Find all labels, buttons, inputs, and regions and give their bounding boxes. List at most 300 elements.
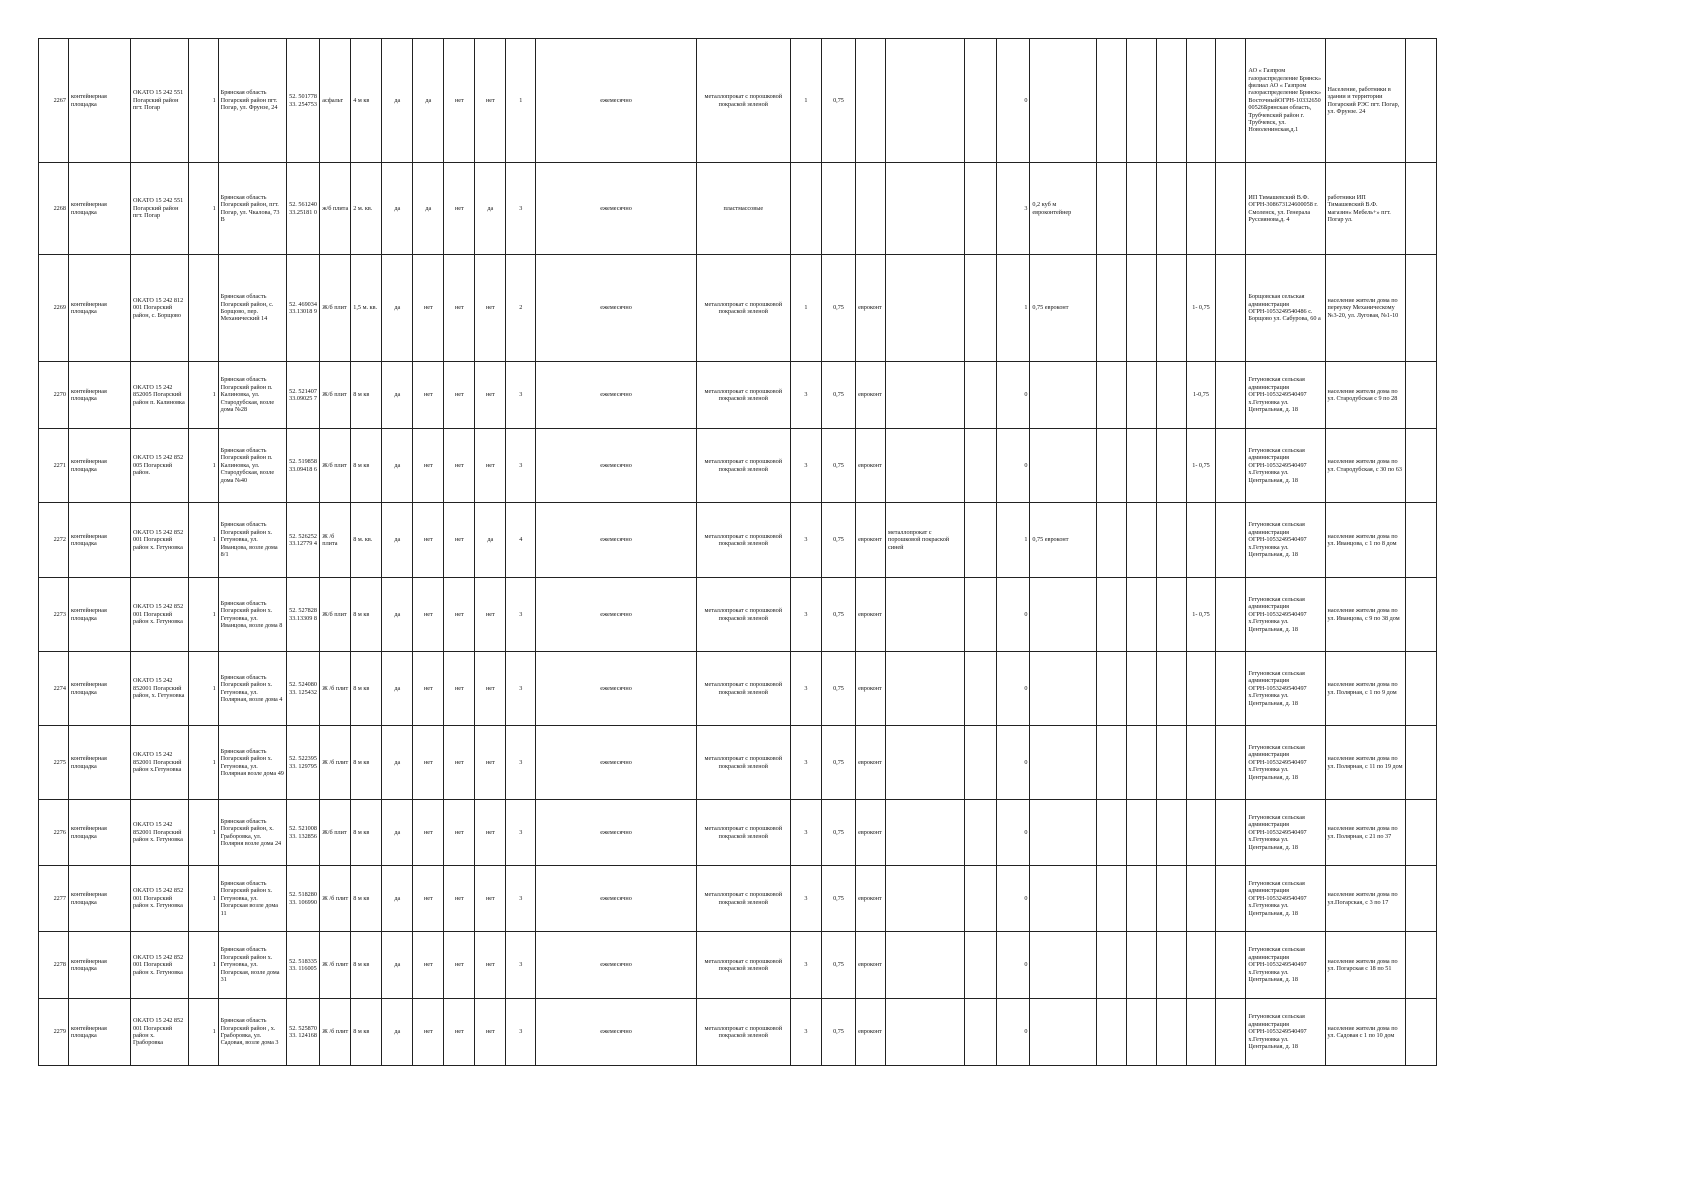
planned-qty-cell: 0: [997, 800, 1030, 866]
empty-cell-cell: [965, 932, 997, 999]
site-address-cell: Брянская область Погарский район п. Калиновка, ул. Стародубская, возле дома №28: [218, 362, 286, 429]
owner-info-cell: АО « Газпром газораспределение Брянск» филиал АО « Газпром газораспределение Брянск» ВосточныйОГРН-1033265000526Брянская область, Трубчевский район г. Трубчевск, ул. Новоленинская,д.1: [1246, 39, 1325, 163]
owner-info-cell: Гетуновская сельская администрация ОГРН-1053249540497 х.Гетуновка ул. Центральная, д. 18: [1246, 429, 1325, 503]
empty-cell-cell: [1126, 163, 1156, 255]
table-row: [39, 429, 1437, 503]
extra-material-cell: металлопрокат с порошковой покраской синей: [886, 503, 965, 578]
empty-cell-cell: [1405, 255, 1436, 362]
okato-code-cell: OKATO 15 242 852 001 Погарский район х. Гетуновка: [130, 932, 188, 999]
container-qty-cell: [790, 163, 821, 255]
container-volume-cell: 0,75: [821, 652, 855, 726]
container-count-cell: 3: [506, 429, 536, 503]
ramp-flag-cell: нет: [475, 726, 506, 800]
owner-info-cell: Гетуновская сельская администрация ОГРН-1053249540497 х.Гетуновка ул. Центральная, д. 18: [1246, 999, 1325, 1066]
planned-volume-type-cell: [1030, 999, 1096, 1066]
okato-code-cell: OKATO 15 242 852001 Погарский район х.Гетуновка: [130, 726, 188, 800]
bunker-info-cell: [1186, 866, 1216, 932]
container-qty-cell: 1: [790, 255, 821, 362]
bunker-info-cell: [1186, 800, 1216, 866]
container-material-cell: металлопрокат с порошковой покраской зеленой: [696, 39, 790, 163]
extra-material-cell: [886, 652, 965, 726]
site-type-cell: контейнерная площадка: [68, 255, 130, 362]
extra-material-cell: [886, 429, 965, 503]
site-area-cell: 8 м кв: [351, 362, 382, 429]
bunker-info-cell: [1186, 163, 1216, 255]
coordinates-cell: 52. 518335 33. 116005: [287, 932, 320, 999]
container-type-cell: евроконт: [856, 652, 886, 726]
empty-cell-cell: [1216, 578, 1246, 652]
container-volume-cell: 0,75: [821, 999, 855, 1066]
removal-frequency-cell: ежемесячно: [536, 503, 696, 578]
empty-cell-cell: [965, 429, 997, 503]
ramp-flag-cell: нет: [475, 362, 506, 429]
site-address-cell: Брянская область Погарский район п. Калиновка, ул. Стародубская, возле дома №40: [218, 429, 286, 503]
container-type-cell: евроконт: [856, 362, 886, 429]
row-number-cell: 2271: [39, 429, 69, 503]
empty-cell-cell: [1405, 362, 1436, 429]
lighting-flag-cell: нет: [444, 578, 475, 652]
surface-type-cell: Ж /б плита: [320, 503, 351, 578]
table-row: [39, 800, 1437, 866]
planned-qty-cell: 0: [997, 429, 1030, 503]
row-number-cell: 2267: [39, 39, 69, 163]
container-material-cell: металлопрокат с порошковой покраской зеленой: [696, 866, 790, 932]
bunker-info-cell: [1186, 726, 1216, 800]
empty-cell-cell: [1126, 800, 1156, 866]
fence-flag-cell: да: [382, 255, 413, 362]
empty-cell-cell: [1096, 800, 1126, 866]
waste-source-cell: население жители дома по ул. Стародубская с 9 по 28: [1325, 362, 1405, 429]
planned-qty-cell: 0: [997, 999, 1030, 1066]
site-address-cell: Брянская область Погарский район пгт. Погар, ул. Фрунзе, 24: [218, 39, 286, 163]
okato-code-cell: OKATO 15 242 852 001 Погарский район х. Гетуновка: [130, 578, 188, 652]
flag-count-cell: 1: [188, 503, 218, 578]
okato-code-cell: OKATO 15 242 852005 Погарский район п. Калиновка: [130, 362, 188, 429]
table-row: [39, 255, 1437, 362]
removal-frequency-cell: ежемесячно: [536, 726, 696, 800]
planned-volume-type-cell: [1030, 39, 1096, 163]
flag-count-cell: 1: [188, 429, 218, 503]
container-qty-cell: 1: [790, 39, 821, 163]
fence-flag-cell: да: [382, 163, 413, 255]
empty-cell-cell: [1405, 163, 1436, 255]
canopy-flag-cell: нет: [413, 726, 444, 800]
empty-cell-cell: [1096, 362, 1126, 429]
container-count-cell: 2: [506, 255, 536, 362]
container-material-cell: металлопрокат с порошковой покраской зеленой: [696, 999, 790, 1066]
planned-volume: 0,75: [1032, 304, 1044, 312]
site-area-cell: 8 м кв: [351, 932, 382, 999]
empty-cell-cell: [1156, 866, 1186, 932]
surface-type-cell: Ж/б плит: [320, 800, 351, 866]
empty-cell-cell: [1126, 39, 1156, 163]
table-row: [39, 866, 1437, 932]
fence-flag-cell: да: [382, 652, 413, 726]
container-type-cell: евроконт: [856, 800, 886, 866]
empty-cell-cell: [1216, 429, 1246, 503]
ramp-flag-cell: нет: [475, 429, 506, 503]
empty-cell-cell: [1126, 652, 1156, 726]
empty-cell-cell: [1126, 866, 1156, 932]
coordinates-cell: 52. 521008 33. 132856: [287, 800, 320, 866]
container-material-cell: металлопрокат с порошковой покраской зеленой: [696, 800, 790, 866]
empty-cell-cell: [1126, 362, 1156, 429]
site-area-cell: 8 м. кв.: [351, 503, 382, 578]
site-address-cell: Брянская область Погарский район х. Гетуновка, ул. Иванцова, возле дома 8: [218, 578, 286, 652]
container-qty-cell: 3: [790, 800, 821, 866]
okato-code-cell: OKATO 15 242 852 001 Погарский район х. Граборовка: [130, 999, 188, 1066]
planned-qty-cell: 0: [997, 932, 1030, 999]
empty-cell-cell: [1096, 866, 1126, 932]
container-count-cell: 3: [506, 866, 536, 932]
registry-sheet: [38, 38, 1437, 1066]
table-row: [39, 163, 1437, 255]
surface-type-cell: Ж/б плит: [320, 362, 351, 429]
okato-code-cell: OKATO 15 242 852 001 Погарский район х. Гетуновка: [130, 503, 188, 578]
site-type-cell: контейнерная площадка: [68, 429, 130, 503]
row-number-cell: 2279: [39, 999, 69, 1066]
planned-qty-cell: 1: [997, 503, 1030, 578]
container-count-cell: 3: [506, 932, 536, 999]
ramp-flag-cell: нет: [475, 652, 506, 726]
lighting-flag-cell: нет: [444, 39, 475, 163]
extra-material-cell: [886, 163, 965, 255]
planned-qty-cell: 0: [997, 652, 1030, 726]
removal-frequency-cell: ежемесячно: [536, 362, 696, 429]
flag-count-cell: 1: [188, 866, 218, 932]
planned-volume-type-cell: [1030, 866, 1096, 932]
container-type-cell: евроконт: [856, 578, 886, 652]
empty-cell-cell: [1096, 429, 1126, 503]
planned-volume-type-cell: [1030, 800, 1096, 866]
planned-qty-cell: 3: [997, 163, 1030, 255]
row-number-cell: 2269: [39, 255, 69, 362]
waste-source-cell: население жители дома по ул. Иванцова, с 9 по 38 дом: [1325, 578, 1405, 652]
planned-qty-cell: 0: [997, 362, 1030, 429]
container-qty-cell: 3: [790, 578, 821, 652]
lighting-flag-cell: нет: [444, 429, 475, 503]
container-qty-cell: 3: [790, 866, 821, 932]
canopy-flag-cell: нет: [413, 800, 444, 866]
empty-cell-cell: [1156, 163, 1186, 255]
planned-volume: 0,2 куб м: [1032, 201, 1057, 209]
extra-material-cell: [886, 578, 965, 652]
planned-container-type: евроконт: [1044, 536, 1069, 544]
flag-count-cell: 1: [188, 362, 218, 429]
site-type-cell: контейнерная площадка: [68, 578, 130, 652]
extra-material-cell: [886, 39, 965, 163]
extra-material-cell: [886, 726, 965, 800]
table-row: [39, 652, 1437, 726]
planned-container-type: евроконт: [1044, 304, 1069, 312]
empty-cell-cell: [1216, 999, 1246, 1066]
container-qty-cell: 3: [790, 652, 821, 726]
waste-source-cell: население жители дома по ул. Полярная, с 21 по 37: [1325, 800, 1405, 866]
coordinates-cell: 52. 469034 33.13018 9: [287, 255, 320, 362]
removal-frequency-cell: ежемесячно: [536, 39, 696, 163]
empty-cell-cell: [1216, 362, 1246, 429]
empty-cell-cell: [1405, 578, 1436, 652]
flag-count-cell: 1: [188, 800, 218, 866]
planned-volume-type-cell: [1030, 362, 1096, 429]
planned-volume-type-cell: [1030, 578, 1096, 652]
waste-source-cell: Население, работники в здании и территории Погарский РЭС пгт. Погар, ул. Фрунзе. 24: [1325, 39, 1405, 163]
bunker-info-cell: 1- 0,75: [1186, 255, 1216, 362]
empty-cell-cell: [1126, 429, 1156, 503]
extra-material-cell: [886, 999, 965, 1066]
removal-frequency-cell: ежемесячно: [536, 932, 696, 999]
container-material-cell: металлопрокат с порошковой покраской зеленой: [696, 255, 790, 362]
extra-material-cell: [886, 800, 965, 866]
empty-cell-cell: [1405, 999, 1436, 1066]
ramp-flag-cell: да: [475, 503, 506, 578]
coordinates-cell: 52. 521407 33.09025 7: [287, 362, 320, 429]
empty-cell-cell: [1405, 429, 1436, 503]
fence-flag-cell: да: [382, 503, 413, 578]
bunker-info-cell: 1-0,75: [1186, 362, 1216, 429]
empty-cell-cell: [1405, 39, 1436, 163]
fence-flag-cell: да: [382, 726, 413, 800]
lighting-flag-cell: нет: [444, 362, 475, 429]
empty-cell-cell: [1096, 503, 1126, 578]
flag-count-cell: 1: [188, 578, 218, 652]
container-volume-cell: 0,75: [821, 578, 855, 652]
waste-source-cell: население жители дома по ул. Погарская с 18 по 51: [1325, 932, 1405, 999]
removal-frequency-cell: ежемесячно: [536, 255, 696, 362]
waste-source-cell: население жители дома по ул.Погарская, с 3 по 17: [1325, 866, 1405, 932]
empty-cell-cell: [1096, 255, 1126, 362]
site-address-cell: Брянская область Погарский район, пгт. Погар, ул. Чкалова, 73 В: [218, 163, 286, 255]
canopy-flag-cell: да: [413, 163, 444, 255]
fence-flag-cell: да: [382, 578, 413, 652]
bunker-info-cell: [1186, 932, 1216, 999]
ramp-flag-cell: нет: [475, 255, 506, 362]
planned-volume-type-cell: [1030, 503, 1096, 578]
empty-cell-cell: [1216, 866, 1246, 932]
empty-cell-cell: [1405, 652, 1436, 726]
flag-count-cell: 1: [188, 652, 218, 726]
empty-cell-cell: [965, 999, 997, 1066]
waste-source-cell: население жители дома по переулку Механическому №3-20, ул. Луговая, №1-10: [1325, 255, 1405, 362]
owner-info-cell: Гетуновская сельская администрация ОГРН-1053249540497 х.Гетуновка ул. Центральная, д. 18: [1246, 362, 1325, 429]
site-type-cell: контейнерная площадка: [68, 726, 130, 800]
container-qty-cell: 3: [790, 726, 821, 800]
surface-type-cell: Ж /б плит: [320, 726, 351, 800]
container-volume-cell: [821, 163, 855, 255]
container-material-cell: металлопрокат с порошковой покраской зеленой: [696, 652, 790, 726]
site-address-cell: Брянская область Погарский район , х. Граборовка, ул. Садовая, возле дома 3: [218, 999, 286, 1066]
container-count-cell: 3: [506, 163, 536, 255]
owner-info-cell: Гетуновская сельская администрация ОГРН-1053249540497 х.Гетуновка ул. Центральная, д. 18: [1246, 578, 1325, 652]
site-address-cell: Брянская область Погарский район х. Гетуновка, ул. Погарская, возле дома 31: [218, 932, 286, 999]
canopy-flag-cell: нет: [413, 362, 444, 429]
row-number-cell: 2270: [39, 362, 69, 429]
waste-source-cell: население жители дома по ул. Стародубская, с 30 по 63: [1325, 429, 1405, 503]
row-number-cell: 2277: [39, 866, 69, 932]
container-count-cell: 3: [506, 726, 536, 800]
empty-cell-cell: [1405, 800, 1436, 866]
empty-cell-cell: [1405, 932, 1436, 999]
surface-type-cell: Ж/б плит: [320, 429, 351, 503]
site-area-cell: 2 м. кв.: [351, 163, 382, 255]
owner-info-cell: Гетуновская сельская администрация ОГРН-1053249540497 х.Гетуновка ул. Центральная, д. 18: [1246, 503, 1325, 578]
container-count-cell: 3: [506, 999, 536, 1066]
container-qty-cell: 3: [790, 429, 821, 503]
site-type-cell: контейнерная площадка: [68, 652, 130, 726]
table-row: [39, 362, 1437, 429]
canopy-flag-cell: нет: [413, 866, 444, 932]
lighting-flag-cell: нет: [444, 726, 475, 800]
bunker-info-cell: [1186, 999, 1216, 1066]
site-area-cell: 1,5 м. кв.: [351, 255, 382, 362]
lighting-flag-cell: нет: [444, 163, 475, 255]
container-volume-cell: 0,75: [821, 429, 855, 503]
extra-material-cell: [886, 362, 965, 429]
planned-qty-cell: 0: [997, 578, 1030, 652]
coordinates-cell: 52. 527828 33.13309 8: [287, 578, 320, 652]
site-area-cell: 8 м кв: [351, 726, 382, 800]
container-material-cell: пластмассовые: [696, 163, 790, 255]
empty-cell-cell: [1096, 578, 1126, 652]
empty-cell-cell: [1216, 800, 1246, 866]
empty-cell-cell: [965, 578, 997, 652]
table-row: [39, 999, 1437, 1066]
container-volume-cell: 0,75: [821, 866, 855, 932]
lighting-flag-cell: нет: [444, 866, 475, 932]
empty-cell-cell: [1156, 932, 1186, 999]
surface-type-cell: Ж /б плит: [320, 866, 351, 932]
empty-cell-cell: [1405, 503, 1436, 578]
owner-info-cell: Гетуновская сельская администрация ОГРН-1053249540497 х.Гетуновка ул. Центральная, д. 18: [1246, 932, 1325, 999]
waste-source-cell: население жители дома по ул. Садовая с 1 по 10 дом: [1325, 999, 1405, 1066]
waste-source-cell: население жители дома по ул. Полярная, с 1 по 9 дом: [1325, 652, 1405, 726]
extra-material-cell: [886, 932, 965, 999]
container-type-cell: евроконт: [856, 999, 886, 1066]
empty-cell-cell: [1096, 39, 1126, 163]
container-volume-cell: 0,75: [821, 39, 855, 163]
empty-cell-cell: [1156, 726, 1186, 800]
canopy-flag-cell: нет: [413, 255, 444, 362]
canopy-flag-cell: нет: [413, 429, 444, 503]
coordinates-cell: 52. 501778 33. 254753: [287, 39, 320, 163]
empty-cell-cell: [1126, 726, 1156, 800]
site-type-cell: контейнерная площадка: [68, 866, 130, 932]
planned-volume-type-cell: [1030, 255, 1096, 362]
surface-type-cell: Ж /б плит: [320, 652, 351, 726]
empty-cell-cell: [1126, 503, 1156, 578]
ramp-flag-cell: нет: [475, 866, 506, 932]
empty-cell-cell: [1156, 578, 1186, 652]
fence-flag-cell: да: [382, 429, 413, 503]
empty-cell-cell: [1096, 726, 1126, 800]
lighting-flag-cell: нет: [444, 503, 475, 578]
planned-volume-type-cell: [1030, 726, 1096, 800]
okato-code-cell: OKATO 15 242 852001 Погарский район х. Гетуновка: [130, 800, 188, 866]
lighting-flag-cell: нет: [444, 255, 475, 362]
container-volume-cell: 0,75: [821, 726, 855, 800]
container-type-cell: [856, 39, 886, 163]
coordinates-cell: 52. 561240 33.25181 0: [287, 163, 320, 255]
container-qty-cell: 3: [790, 362, 821, 429]
removal-frequency-cell: ежемесячно: [536, 652, 696, 726]
canopy-flag-cell: нет: [413, 932, 444, 999]
empty-cell-cell: [1156, 429, 1186, 503]
empty-cell-cell: [1156, 255, 1186, 362]
removal-frequency-cell: ежемесячно: [536, 578, 696, 652]
site-type-cell: контейнерная площадка: [68, 39, 130, 163]
container-volume-cell: 0,75: [821, 255, 855, 362]
row-number-cell: 2273: [39, 578, 69, 652]
container-material-cell: металлопрокат с порошковой покраской зеленой: [696, 503, 790, 578]
planned-volume-type-cell: [1030, 429, 1096, 503]
flag-count-cell: 1: [188, 932, 218, 999]
ramp-flag-cell: нет: [475, 800, 506, 866]
container-material-cell: металлопрокат с порошковой покраской зеленой: [696, 362, 790, 429]
container-volume-cell: 0,75: [821, 800, 855, 866]
surface-type-cell: ж/б плита: [320, 163, 351, 255]
okato-code-cell: OKATO 15 242 551 Погарский район пгт. Погар: [130, 163, 188, 255]
lighting-flag-cell: нет: [444, 999, 475, 1066]
empty-cell-cell: [1216, 39, 1246, 163]
row-number-cell: 2275: [39, 726, 69, 800]
fence-flag-cell: да: [382, 932, 413, 999]
planned-volume: 0,75: [1032, 536, 1044, 544]
empty-cell-cell: [1216, 255, 1246, 362]
empty-cell-cell: [1126, 255, 1156, 362]
empty-cell-cell: [1156, 999, 1186, 1066]
flag-count-cell: 1: [188, 726, 218, 800]
row-number-cell: 2272: [39, 503, 69, 578]
site-address-cell: Брянская область Погарский район х. Гетуновка, ул. Полярная возле дома 49: [218, 726, 286, 800]
planned-container-type: евроконтейнер: [1032, 208, 1072, 216]
site-address-cell: Брянская область Погарский район х. Гетуновка, ул. Полярная, возле дома 4: [218, 652, 286, 726]
container-volume-cell: 0,75: [821, 932, 855, 999]
flag-count-cell: [188, 255, 218, 362]
site-type-cell: контейнерная площадка: [68, 362, 130, 429]
site-area-cell: 8 м кв: [351, 429, 382, 503]
table-row: [39, 932, 1437, 999]
container-type-cell: [856, 163, 886, 255]
empty-cell-cell: [1216, 726, 1246, 800]
owner-info-cell: Борщовская сельская администрация ОГРН-1053249540486 с. Борщово ул. Сабурова, 60 а: [1246, 255, 1325, 362]
container-count-cell: 3: [506, 578, 536, 652]
planned-qty-cell: 0: [997, 726, 1030, 800]
empty-cell-cell: [1126, 578, 1156, 652]
empty-cell-cell: [965, 800, 997, 866]
fence-flag-cell: да: [382, 362, 413, 429]
empty-cell-cell: [1096, 163, 1126, 255]
table-row: [39, 726, 1437, 800]
fence-flag-cell: да: [382, 866, 413, 932]
coordinates-cell: 52. 525870 33. 124168: [287, 999, 320, 1066]
empty-cell-cell: [965, 163, 997, 255]
container-count-cell: 3: [506, 652, 536, 726]
container-material-cell: металлопрокат с порошковой покраской зеленой: [696, 429, 790, 503]
empty-cell-cell: [965, 39, 997, 163]
canopy-flag-cell: нет: [413, 503, 444, 578]
removal-frequency-cell: ежемесячно: [536, 866, 696, 932]
container-type-cell: евроконт: [856, 866, 886, 932]
container-type-cell: евроконт: [856, 503, 886, 578]
empty-cell-cell: [1216, 932, 1246, 999]
row-number-cell: 2268: [39, 163, 69, 255]
site-type-cell: контейнерная площадка: [68, 999, 130, 1066]
surface-type-cell: Ж /б плит: [320, 999, 351, 1066]
canopy-flag-cell: нет: [413, 578, 444, 652]
owner-info-cell: ИП Тимашевский В.Ф. ОГРН-308673124600058 г. Смоленск, ул. Генерала Руссиянова,д. 4: [1246, 163, 1325, 255]
fence-flag-cell: да: [382, 39, 413, 163]
empty-cell-cell: [1096, 999, 1126, 1066]
